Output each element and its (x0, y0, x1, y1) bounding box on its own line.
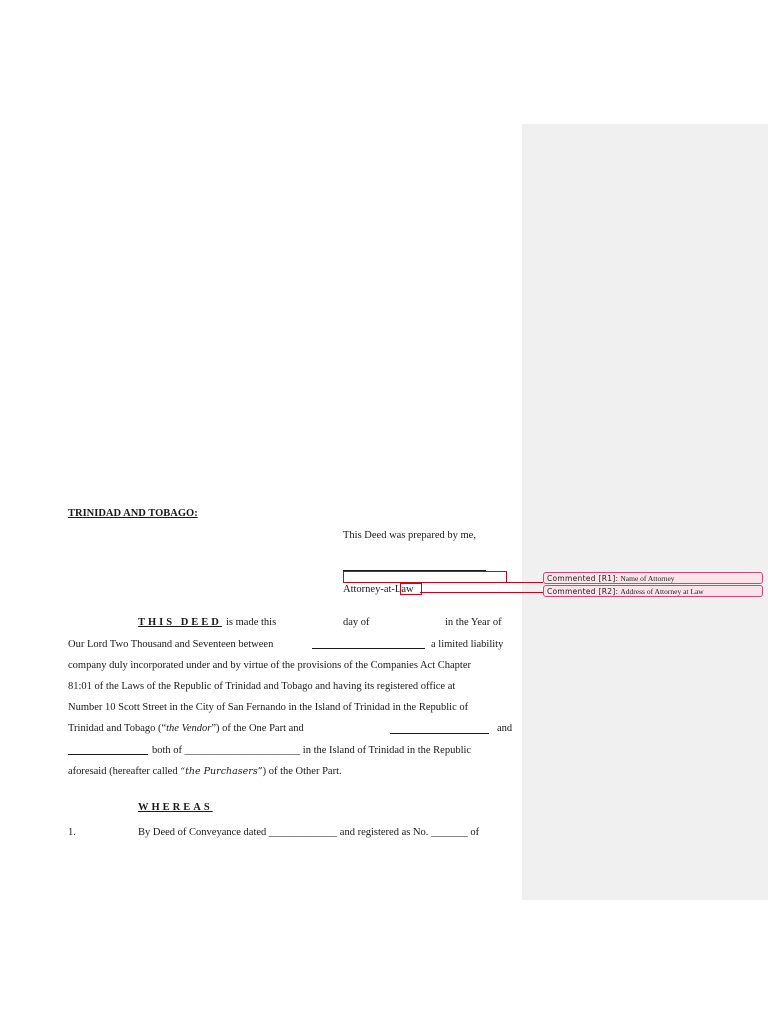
deed-line6-b: ”) of the One Part and (211, 723, 304, 734)
comment-anchor-r2[interactable] (400, 583, 422, 595)
deed-line8-b: ) of the Other Part. (262, 766, 342, 777)
purchaser-name-blank (390, 733, 489, 734)
clause1-number: 1. (68, 827, 76, 838)
deed-line1-c: in the Year of (445, 617, 502, 628)
deed-line3: company duly incorporated under and by virtue of the provisions of the Companies Act Chapter (68, 660, 471, 671)
deed-line4: 81:01 of the Laws of the Republic of Trinidad and Tobago and having its registered office at (68, 681, 456, 692)
comment-connector-r1 (505, 582, 543, 583)
deed-line2-a: Our Lord Two Thousand and Seventeen between (68, 639, 274, 650)
deed-line6-c: and (497, 723, 513, 734)
deed-line6-a: Trinidad and Tobago (“ (68, 723, 167, 734)
whereas-heading: WHEREAS (138, 802, 213, 813)
deed-line1-b: day of (343, 617, 370, 628)
attorney-label-law: Law (394, 584, 414, 595)
deed-line1-a: is made this (226, 617, 277, 628)
deed-line5: Number 10 Scott Street in the City of San Fernando in the Island of Trinidad in the Republic of (68, 702, 469, 713)
attorney-label-prefix: Attorney-at- (343, 584, 395, 595)
deed-line8-a: aforesaid (hereafter called (68, 766, 181, 777)
comment-connector-r1-lead (420, 592, 543, 593)
deed-line7: both of ______________________ in the Island of Trinidad in the Republic (152, 745, 472, 756)
purchaser2-name-blank (68, 754, 148, 755)
vendor-name-blank (312, 648, 425, 649)
comment-label-r2: Commented [R2]: (547, 587, 619, 596)
document-heading: TRINIDAD AND TOBAGO: (68, 508, 198, 519)
vendor-term: the Vendor (166, 723, 212, 734)
comment-anchor-r1[interactable] (343, 571, 507, 583)
comment-balloon-r1[interactable] (543, 572, 763, 584)
comment-balloon-r2[interactable] (543, 585, 763, 597)
comment-label-r1: Commented [R1]: (547, 574, 619, 583)
purchasers-term: “the Purchasers” (180, 766, 263, 777)
deed-title: THIS DEED (138, 617, 222, 628)
deed-line2-b: a limited liability (431, 639, 504, 650)
deed-line6 (68, 722, 304, 736)
prepared-by-text: This Deed was prepared by me, (343, 530, 476, 541)
comment-text-r1: Name of Attorney (620, 574, 675, 583)
clause1-text: By Deed of Conveyance dated _____________ and registered as No. _______ of (138, 827, 480, 838)
deed-line8 (68, 765, 342, 779)
comments-pane (522, 124, 768, 900)
comment-text-r2: Address of Attorney at Law (620, 587, 704, 596)
